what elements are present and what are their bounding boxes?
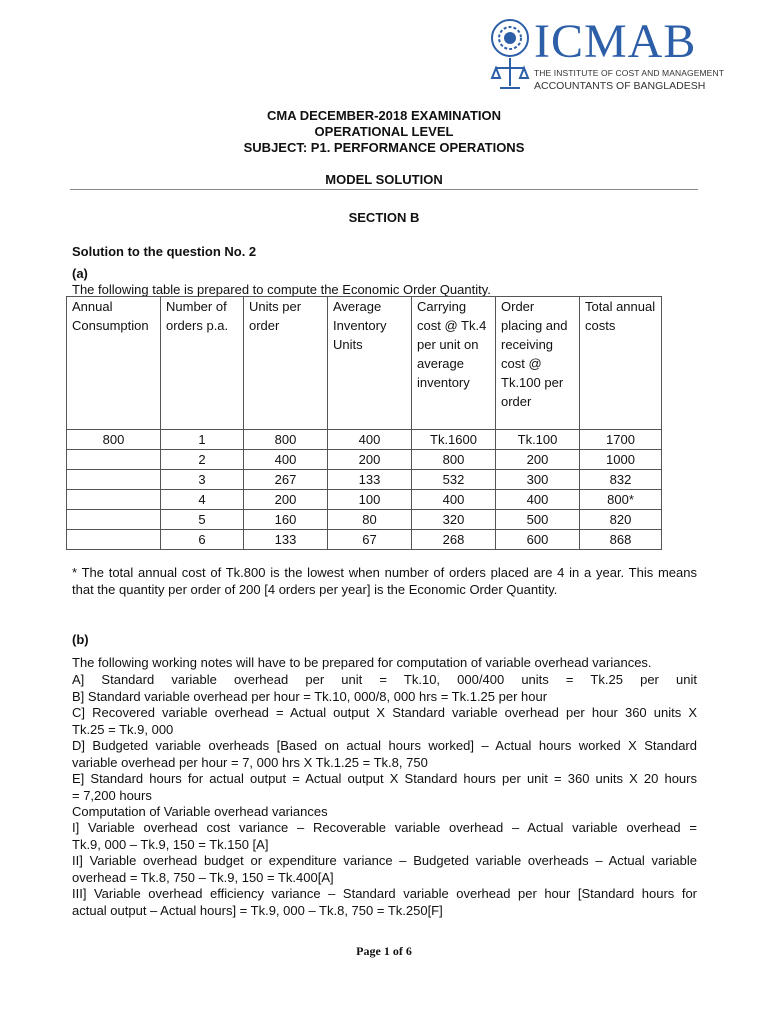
table-cell: 5 (161, 510, 244, 530)
header-cell: Units per order (244, 297, 328, 430)
table-row (67, 530, 662, 550)
table-cell: 2 (161, 450, 244, 470)
model-solution-heading: MODEL SOLUTION (325, 172, 443, 187)
exam-title: CMA DECEMBER-2018 EXAMINATION (266, 108, 502, 123)
table-cell: 800 (67, 430, 161, 450)
table-cell (67, 470, 161, 490)
section-heading: SECTION B (348, 210, 420, 225)
table-cell: 67 (328, 530, 412, 550)
header-cell: Number of orders p.a. (161, 297, 244, 430)
table-cell (67, 450, 161, 470)
table-cell (67, 490, 161, 510)
table-cell: 6 (161, 530, 244, 550)
table-cell: 820 (580, 510, 662, 530)
table-cell: 133 (244, 530, 328, 550)
table-cell: 200 (496, 450, 580, 470)
table-cell: 800* (580, 490, 662, 510)
page-number: Page 1 of 6 (356, 944, 412, 958)
variance-line: Tk.9, 000 – Tk.9, 150 = Tk.150 [A] (72, 836, 269, 852)
header-cell: Order placing and receiving cost @ Tk.100 per order (496, 297, 580, 430)
table-cell: 3 (161, 470, 244, 490)
table-cell: 80 (328, 510, 412, 530)
working-note-line: E] Standard hours for actual output = Actual output X Standard hours per unit = 360 units X 20 hours (72, 771, 697, 786)
logo-name: ICMAB (534, 15, 697, 68)
table-cell: 400 (328, 430, 412, 450)
table-cell: 200 (328, 450, 412, 470)
table-header-row (67, 297, 662, 430)
table-cell: 532 (412, 470, 496, 490)
working-note-line: A] Standard variable overhead per unit = Tk.10, 000/400 units = Tk.25 per unit (72, 672, 697, 687)
variances-heading: Computation of Variable overhead variances (72, 803, 328, 819)
exam-level: OPERATIONAL LEVEL (314, 124, 454, 139)
table-cell: Tk.1600 (412, 430, 496, 450)
table-cell: 300 (496, 470, 580, 490)
variance-line: overhead = Tk.8, 750 – Tk.9, 150 = Tk.400[A] (72, 869, 334, 885)
part-a-intro: The following table is prepared to compute the Economic Order Quantity. (72, 282, 491, 297)
table-row (67, 510, 662, 530)
table-cell: 400 (412, 490, 496, 510)
table-cell: 200 (244, 490, 328, 510)
table-cell: 1 (161, 430, 244, 450)
eoq-table (66, 296, 662, 550)
table-cell: 133 (328, 470, 412, 490)
table-cell (67, 530, 161, 550)
table-cell: 320 (412, 510, 496, 530)
table-cell: 100 (328, 490, 412, 510)
table-row (67, 490, 662, 510)
table-cell: 1000 (580, 450, 662, 470)
table-cell: 868 (580, 530, 662, 550)
variance-line: I] Variable overhead cost variance – Recoverable variable overhead – Actual variable overhead = (72, 820, 697, 835)
working-note-line: variable overhead per hour = 7, 000 hrs X Tk.1.25 = Tk.8, 750 (72, 754, 428, 770)
header-cell: Annual Consumption (67, 297, 161, 430)
working-note-line: D] Budgeted variable overheads [Based on actual hours worked] – Actual hours worked X Standard (72, 738, 697, 753)
table-cell: 268 (412, 530, 496, 550)
part-a-label: (a) (72, 266, 88, 281)
table-cell: 160 (244, 510, 328, 530)
header-cell: Total annual costs (580, 297, 662, 430)
table-cell: 800 (244, 430, 328, 450)
logo-subtitle-line2: ACCOUNTANTS OF BANGLADESH (534, 80, 706, 92)
icmab-logo (488, 14, 724, 96)
variance-line: actual output – Actual hours] = Tk.9, 000 – Tk.8, 750 = Tk.250[F] (72, 902, 443, 918)
working-note-line: = 7,200 hours (72, 787, 152, 803)
table-cell: 832 (580, 470, 662, 490)
working-note-line: Tk.25 = Tk.9, 000 (72, 721, 174, 737)
exam-subject: SUBJECT: P1. PERFORMANCE OPERATIONS (243, 140, 525, 155)
working-note-line: C] Recovered variable overhead = Actual output X Standard variable overhead per hour 360 units X (72, 705, 697, 720)
variance-line: III] Variable overhead efficiency variance – Standard variable overhead per hour [Standard hours for (72, 886, 697, 901)
table-cell: 400 (496, 490, 580, 510)
header-cell: Average Inventory Units (328, 297, 412, 430)
table-cell: 600 (496, 530, 580, 550)
table-row (67, 450, 662, 470)
working-note-line: B] Standard variable overhead per hour = Tk.10, 000/8, 000 hrs = Tk.1.25 per hour (72, 688, 548, 704)
table-cell: 400 (244, 450, 328, 470)
eoq-note: * The total annual cost of Tk.800 is the lowest when number of orders placed are 4 in a year. This means that the quantity per order of 200 [4 orders per year] is the Economic Order Quantity. (72, 565, 697, 597)
seal-icon (488, 16, 532, 94)
part-b-label: (b) (72, 632, 89, 647)
table-row (67, 470, 662, 490)
table-cell: Tk.100 (496, 430, 580, 450)
part-b-intro: The following working notes will have to be prepared for computation of variable overhead variances. (72, 655, 652, 670)
header-divider (70, 189, 698, 190)
table-cell: 4 (161, 490, 244, 510)
table-cell (67, 510, 161, 530)
header-cell: Carrying cost @ Tk.4 per unit on average inventory (412, 297, 496, 430)
table-cell: 1700 (580, 430, 662, 450)
logo-subtitle-line1: THE INSTITUTE OF COST AND MANAGEMENT (534, 68, 724, 78)
table-cell: 500 (496, 510, 580, 530)
table-row (67, 430, 662, 450)
variance-line: II] Variable overhead budget or expenditure variance – Budgeted variable overheads – Actual variable (72, 853, 697, 868)
table-cell: 800 (412, 450, 496, 470)
solution-title: Solution to the question No. 2 (72, 244, 257, 259)
table-cell: 267 (244, 470, 328, 490)
